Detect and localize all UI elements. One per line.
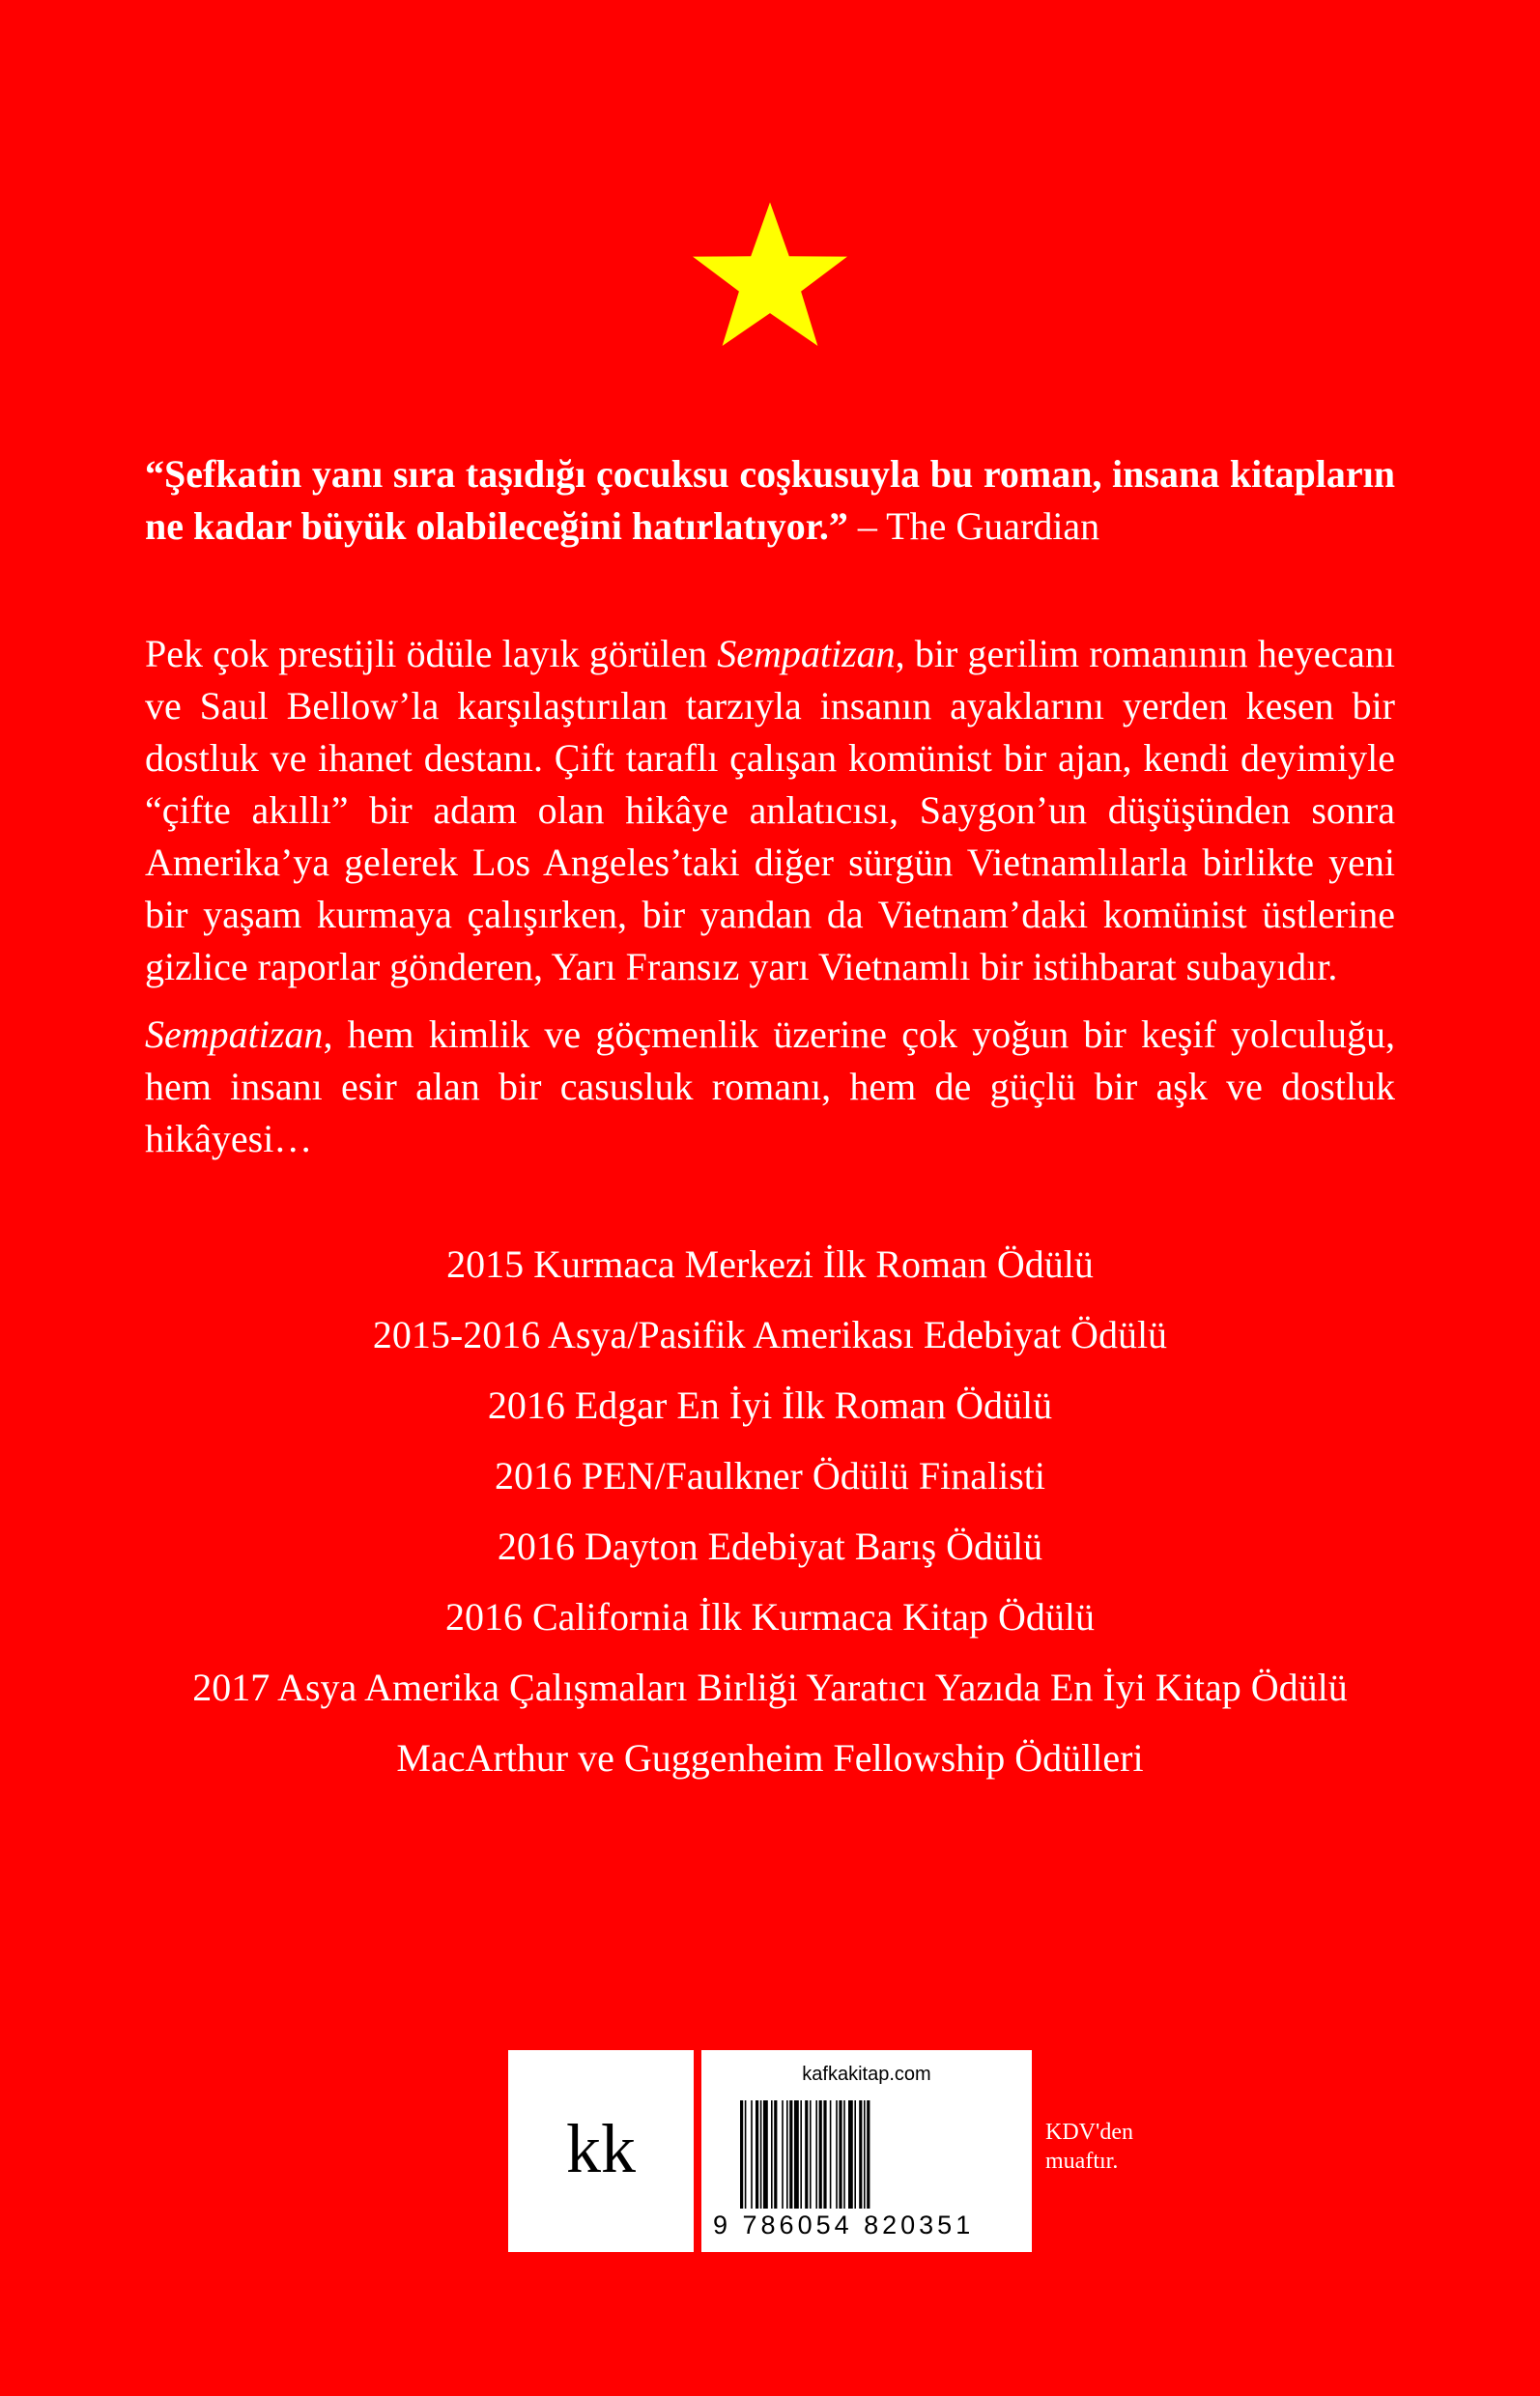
- quote-source: – The Guardian: [847, 504, 1100, 548]
- barcode-bar: [864, 2100, 866, 2209]
- description-paragraph-1: [145, 628, 1395, 993]
- barcode-bar: [756, 2100, 758, 2209]
- barcode-bar: [794, 2100, 799, 2209]
- description-body: , bir gerilim romanının heyecanı ve Saul Bellow’la karşılaştırılan tarzıyla insanın ayaklarını yerden kesen bir dostluk ve ihanet destanı. Çift taraflı çalışan komünist bir ajan, kendi deyimiyle “çifte akıllı” bir adam olan hikâye anlatıcısı, Saygon’un düşüşünden sonra Amerika’ya gelerek Los Angeles’taki diğer sürgün Vietnamlılarla birlikte yeni bir yaşam kurmaya çalışırken, bir yandan da Vietnam’daki komünist üstlerine gizlice raporlar gönderen, Yarı Fransız yarı Vietnamlı bir istihbarat subayıdır.: [145, 632, 1395, 988]
- barcode-bar: [819, 2100, 822, 2209]
- barcode-bar: [867, 2100, 870, 2209]
- description-paragraph-2: [145, 1009, 1395, 1165]
- barcode-panel: [701, 2050, 1032, 2252]
- barcode-bar: [805, 2100, 808, 2209]
- barcode-bar: [760, 2100, 762, 2209]
- barcode-bar: [774, 2100, 777, 2209]
- barcode-icon: [740, 2100, 993, 2209]
- barcode-bar: [848, 2100, 853, 2209]
- publisher-website: kafkakitap.com: [802, 2064, 931, 2085]
- barcode-bar: [830, 2100, 832, 2209]
- vat-line-1: KDV'den: [1045, 2120, 1133, 2145]
- description-body: , hem kimlik ve göçmenlik üzerine çok yoğun bir keşif yolculuğu, hem insanı esir alan bir casusluk romanı, hem de güçlü bir aşk ve dostluk hikâyesi…: [145, 1013, 1395, 1160]
- barcode-bar: [810, 2100, 812, 2209]
- barcode-bar: [800, 2100, 802, 2209]
- barcode-bar: [859, 2100, 862, 2209]
- award-item: 2016 Edgar En İyi İlk Roman Ödülü: [487, 1383, 1053, 1427]
- barcode-bar: [854, 2100, 856, 2209]
- publisher-logo: [508, 2050, 694, 2252]
- barcode-bar: [839, 2100, 841, 2209]
- kk-logo-icon: [548, 2118, 654, 2185]
- quote-text: “Şefkatin yanı sıra taşıdığı çocuksu coşkusuyla bu roman, insana kitapların ne kadar büyük olabileceğini hatırlatıyor.”: [145, 452, 1395, 548]
- vat-line-2: muaftır.: [1045, 2149, 1119, 2174]
- award-item: MacArthur ve Guggenheim Fellowship Ödülleri: [396, 1736, 1144, 1780]
- barcode-bar: [771, 2100, 773, 2209]
- barcode-bar: [836, 2100, 838, 2209]
- vat-exempt-note: [1045, 2118, 1133, 2176]
- star-icon: [689, 199, 851, 361]
- award-item: 2015 Kurmaca Merkezi İlk Roman Ödülü: [446, 1242, 1094, 1286]
- barcode-bar: [751, 2100, 753, 2209]
- barcode-bar: [823, 2100, 826, 2209]
- barcode-bar: [782, 2100, 784, 2209]
- barcode-bar: [815, 2100, 817, 2209]
- isbn-number: 9 786054 820351: [713, 2211, 975, 2239]
- logo-text: kk: [566, 2117, 636, 2185]
- award-item: 2016 Dayton Edebiyat Barış Ödülü: [497, 1525, 1043, 1568]
- award-item: 2017 Asya Amerika Çalışmaları Birliği Yaratıcı Yazıda En İyi Kitap Ödülü: [192, 1666, 1348, 1709]
- barcode-bar: [740, 2100, 743, 2209]
- book-title-italic: Sempatizan: [145, 1013, 324, 1056]
- barcode-bar: [786, 2100, 788, 2209]
- book-title-italic: Sempatizan: [717, 632, 896, 675]
- award-item: 2015-2016 Asya/Pasifik Amerikası Edebiyat Ödülü: [372, 1313, 1168, 1356]
- barcode-bar: [745, 2100, 747, 2209]
- book-description: [145, 628, 1395, 1165]
- barcode-bar: [843, 2100, 845, 2209]
- review-quote: [145, 448, 1395, 553]
- awards-list: [97, 1229, 1443, 1793]
- award-item: 2016 California İlk Kurmaca Kitap Ödülü: [444, 1595, 1096, 1639]
- barcode-bar: [763, 2100, 768, 2209]
- barcode-bar: [789, 2100, 792, 2209]
- award-item: 2016 PEN/Faulkner Ödülü Finalisti: [495, 1454, 1045, 1498]
- description-lead: Pek çok prestijli ödüle layık görülen: [145, 632, 718, 675]
